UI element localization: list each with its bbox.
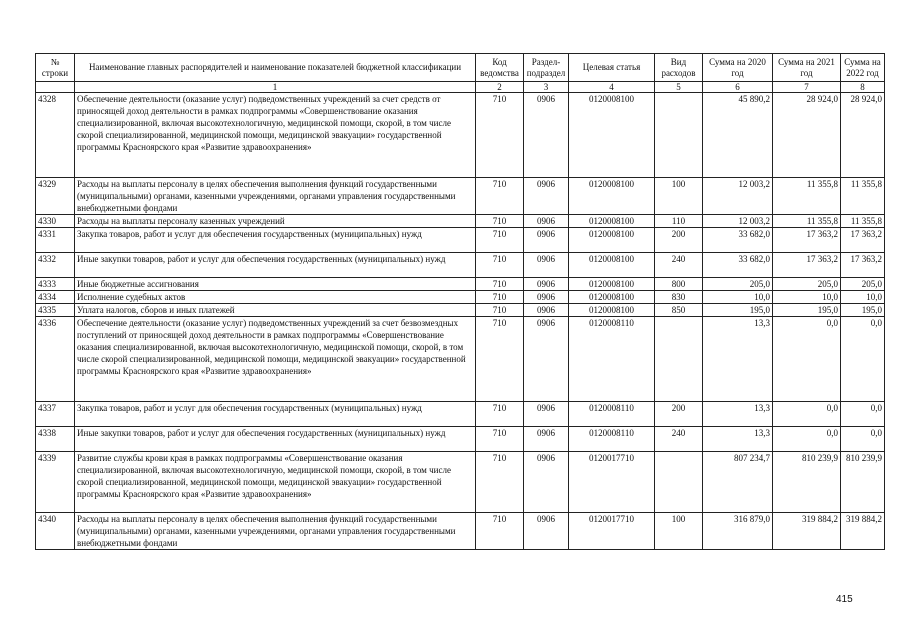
row-dept-code: 710 (476, 228, 524, 253)
row-number: 4328 (36, 93, 75, 178)
row-sum-2020: 45 890,2 (703, 93, 773, 178)
header-dept-code: Код ведомства (476, 54, 524, 82)
row-sum-2021: 10,0 (773, 291, 841, 304)
row-expense-type: 830 (655, 291, 703, 304)
header-row-no: № строки (36, 54, 75, 82)
row-sum-2020: 195,0 (703, 304, 773, 317)
row-dept-code: 710 (476, 304, 524, 317)
row-sum-2022: 11 355,8 (841, 178, 885, 215)
table-row (36, 291, 885, 304)
column-number: 8 (841, 82, 885, 93)
row-sum-2022: 0,0 (841, 427, 885, 452)
row-section: 0906 (524, 291, 569, 304)
row-name: Иные бюджетные ассигнования (75, 278, 476, 291)
row-sum-2020: 13,3 (703, 402, 773, 427)
row-dept-code: 710 (476, 513, 524, 550)
row-number: 4338 (36, 427, 75, 452)
header-sum-2020: Сумма на 2020 год (703, 54, 773, 82)
row-target-item: 0120008100 (569, 304, 655, 317)
row-name: Расходы на выплаты персоналу казенных учреждений (75, 215, 476, 228)
row-sum-2021: 11 355,8 (773, 178, 841, 215)
row-name: Расходы на выплаты персоналу в целях обеспечения выполнения функций государственными (муниципальными) органами, казенными учреждениями, органами управления государственными внебюджетными фондами (75, 178, 476, 215)
row-sum-2020: 12 003,2 (703, 178, 773, 215)
row-expense-type: 110 (655, 215, 703, 228)
row-sum-2020: 12 003,2 (703, 215, 773, 228)
row-sum-2020: 807 234,7 (703, 452, 773, 513)
row-expense-type: 800 (655, 278, 703, 291)
row-name: Обеспечение деятельности (оказание услуг) подведомственных учреждений за счет безвозмездных поступлений от приносящей доход деятельности в рамках подпрограммы «Совершенствование оказания специализированной, включая высокотехнологичную, медицинской помощи, скорой, в том числе скорой специализированной, медицинской помощи, медицинской эвакуации» государственной программы Красноярского края «Развитие здравоохранения» (75, 317, 476, 402)
row-dept-code: 710 (476, 253, 524, 278)
row-number: 4329 (36, 178, 75, 215)
row-sum-2022: 0,0 (841, 317, 885, 402)
header-section: Раздел-подраздел (524, 54, 569, 82)
budget-table (35, 53, 885, 550)
row-name: Обеспечение деятельности (оказание услуг) подведомственных учреждений за счет средств от приносящей доход деятельности в рамках подпрограммы «Совершенствование оказания специализированной, включая высокотехнологичную, медицинской помощи, скорой, в том числе скорой специализированной, медицинской помощи, медицинской эвакуации» государственной программы Красноярского края «Развитие здравоохранения» (75, 93, 476, 178)
row-section: 0906 (524, 253, 569, 278)
row-dept-code: 710 (476, 402, 524, 427)
column-number: 2 (476, 82, 524, 93)
table-row (36, 304, 885, 317)
row-target-item: 0120008100 (569, 291, 655, 304)
row-sum-2020: 13,3 (703, 427, 773, 452)
row-section: 0906 (524, 178, 569, 215)
row-number: 4330 (36, 215, 75, 228)
row-target-item: 0120008110 (569, 402, 655, 427)
row-name: Иные закупки товаров, работ и услуг для обеспечения государственных (муниципальных) нужд (75, 427, 476, 452)
column-number-row (36, 82, 885, 93)
row-dept-code: 710 (476, 452, 524, 513)
row-expense-type (655, 93, 703, 178)
header-sum-2022: Сумма на 2022 год (841, 54, 885, 82)
row-expense-type: 100 (655, 513, 703, 550)
row-number: 4335 (36, 304, 75, 317)
row-sum-2021: 810 239,9 (773, 452, 841, 513)
row-sum-2022: 0,0 (841, 402, 885, 427)
row-sum-2020: 10,0 (703, 291, 773, 304)
table-row (36, 317, 885, 402)
row-expense-type: 200 (655, 402, 703, 427)
row-sum-2020: 316 879,0 (703, 513, 773, 550)
row-name: Иные закупки товаров, работ и услуг для обеспечения государственных (муниципальных) нужд (75, 253, 476, 278)
column-number (36, 82, 75, 93)
row-dept-code: 710 (476, 215, 524, 228)
row-number: 4332 (36, 253, 75, 278)
row-sum-2022: 28 924,0 (841, 93, 885, 178)
row-dept-code: 710 (476, 317, 524, 402)
row-sum-2021: 11 355,8 (773, 215, 841, 228)
row-section: 0906 (524, 427, 569, 452)
column-number: 7 (773, 82, 841, 93)
column-number: 5 (655, 82, 703, 93)
row-section: 0906 (524, 215, 569, 228)
row-number: 4339 (36, 452, 75, 513)
row-expense-type (655, 452, 703, 513)
row-section: 0906 (524, 402, 569, 427)
row-sum-2021: 0,0 (773, 402, 841, 427)
table-row (36, 178, 885, 215)
row-section: 0906 (524, 452, 569, 513)
row-sum-2021: 319 884,2 (773, 513, 841, 550)
column-number: 3 (524, 82, 569, 93)
row-target-item: 0120008100 (569, 228, 655, 253)
row-sum-2021: 205,0 (773, 278, 841, 291)
row-section: 0906 (524, 278, 569, 291)
row-dept-code: 710 (476, 93, 524, 178)
header-expense-type: Вид расходов (655, 54, 703, 82)
table-row (36, 278, 885, 291)
row-sum-2022: 195,0 (841, 304, 885, 317)
row-sum-2021: 0,0 (773, 427, 841, 452)
table-row (36, 452, 885, 513)
row-dept-code: 710 (476, 291, 524, 304)
table-row (36, 253, 885, 278)
table-row (36, 427, 885, 452)
header-name: Наименование главных распорядителей и наименование показателей бюджетной классификации (75, 54, 476, 82)
column-number: 1 (75, 82, 476, 93)
row-expense-type: 200 (655, 228, 703, 253)
table-row (36, 513, 885, 550)
row-sum-2022: 319 884,2 (841, 513, 885, 550)
row-expense-type: 240 (655, 253, 703, 278)
row-sum-2021: 195,0 (773, 304, 841, 317)
row-number: 4333 (36, 278, 75, 291)
row-target-item: 0120008100 (569, 178, 655, 215)
row-sum-2020: 205,0 (703, 278, 773, 291)
row-target-item: 0120008100 (569, 253, 655, 278)
row-sum-2022: 11 355,8 (841, 215, 885, 228)
row-target-item: 0120017710 (569, 513, 655, 550)
row-name: Закупка товаров, работ и услуг для обеспечения государственных (муниципальных) нужд (75, 402, 476, 427)
row-sum-2022: 17 363,2 (841, 253, 885, 278)
row-sum-2021: 28 924,0 (773, 93, 841, 178)
table-row (36, 228, 885, 253)
row-sum-2022: 17 363,2 (841, 228, 885, 253)
row-expense-type: 100 (655, 178, 703, 215)
table-row (36, 402, 885, 427)
row-target-item: 0120008100 (569, 215, 655, 228)
column-number: 4 (569, 82, 655, 93)
row-sum-2021: 17 363,2 (773, 228, 841, 253)
row-number: 4331 (36, 228, 75, 253)
table-row (36, 93, 885, 178)
row-expense-type: 850 (655, 304, 703, 317)
row-sum-2022: 10,0 (841, 291, 885, 304)
row-name: Уплата налогов, сборов и иных платежей (75, 304, 476, 317)
row-target-item: 0120017710 (569, 452, 655, 513)
row-sum-2020: 33 682,0 (703, 253, 773, 278)
column-number: 6 (703, 82, 773, 93)
row-target-item: 0120008110 (569, 317, 655, 402)
row-section: 0906 (524, 93, 569, 178)
row-number: 4334 (36, 291, 75, 304)
row-target-item: 0120008110 (569, 427, 655, 452)
row-name: Исполнение судебных актов (75, 291, 476, 304)
header-row (36, 54, 885, 82)
row-section: 0906 (524, 317, 569, 402)
row-number: 4336 (36, 317, 75, 402)
row-sum-2022: 810 239,9 (841, 452, 885, 513)
table-row (36, 215, 885, 228)
row-sum-2021: 0,0 (773, 317, 841, 402)
row-target-item: 0120008100 (569, 278, 655, 291)
row-number: 4337 (36, 402, 75, 427)
row-sum-2020: 13,3 (703, 317, 773, 402)
row-expense-type: 240 (655, 427, 703, 452)
row-number: 4340 (36, 513, 75, 550)
row-section: 0906 (524, 304, 569, 317)
row-name: Расходы на выплаты персоналу в целях обеспечения выполнения функций государственными (муниципальными) органами, казенными учреждениями, органами управления государственными внебюджетными фондами (75, 513, 476, 550)
row-dept-code: 710 (476, 178, 524, 215)
row-dept-code: 710 (476, 427, 524, 452)
row-name: Закупка товаров, работ и услуг для обеспечения государственных (муниципальных) нужд (75, 228, 476, 253)
row-dept-code: 710 (476, 278, 524, 291)
header-target-item: Целевая статья (569, 54, 655, 82)
header-sum-2021: Сумма на 2021 год (773, 54, 841, 82)
row-sum-2021: 17 363,2 (773, 253, 841, 278)
row-sum-2020: 33 682,0 (703, 228, 773, 253)
page-number: 415 (836, 594, 853, 605)
row-target-item: 0120008100 (569, 93, 655, 178)
row-expense-type (655, 317, 703, 402)
row-section: 0906 (524, 228, 569, 253)
row-section: 0906 (524, 513, 569, 550)
row-sum-2022: 205,0 (841, 278, 885, 291)
row-name: Развитие службы крови края в рамках подпрограммы «Совершенствование оказания специализированной, включая высокотехнологичную, медицинской помощи, скорой, в том числе скорой специализированной, медицинской помощи, медицинской эвакуации» государственной программы Красноярского края «Развитие здравоохранения» (75, 452, 476, 513)
